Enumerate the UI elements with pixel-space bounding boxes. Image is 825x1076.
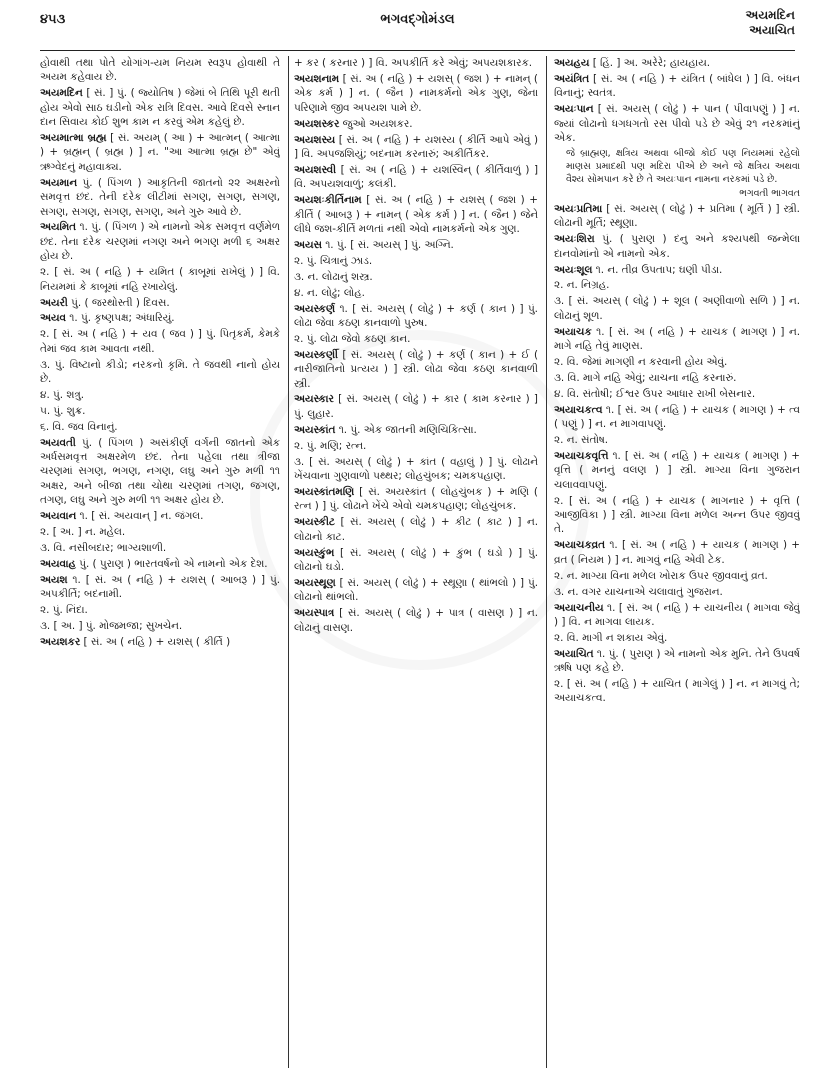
- dictionary-entry: [40, 265, 280, 294]
- dictionary-entry: [40, 131, 280, 174]
- dictionary-entry: [294, 133, 538, 162]
- dictionary-entry: [40, 311, 280, 325]
- dictionary-entry: [294, 238, 538, 252]
- entry-headword: અયઃપાન: [554, 103, 594, 116]
- dictionary-entry: [554, 232, 800, 261]
- dictionary-entry: [294, 270, 538, 284]
- dictionary-entry: [294, 72, 538, 115]
- quotation-source: [554, 187, 800, 200]
- entry-definition: ૧. ન. તીવ્ર ઉપતાપ; ઘણી પીડા.: [595, 263, 723, 276]
- dictionary-entry: [40, 86, 280, 129]
- dictionary-entry: [40, 56, 280, 85]
- dictionary-entry: [40, 573, 280, 602]
- entry-headword: અયસ્કુંભ: [294, 546, 335, 559]
- dictionary-entry: [40, 220, 280, 263]
- entry-definition: ૧. [ સં. અ ( નહિ ) + યાચનીય ( માગવા જેવું ) ] વિ. ન માગવા લાયક.: [554, 601, 800, 628]
- entry-definition: ૩. ન. લોઢાનું શસ્ત્ર.: [294, 270, 373, 283]
- entry-definition: ૪. ન. લોઢું; લોહ.: [294, 286, 365, 299]
- entry-headword: અયશઃકીર્તિનામ: [294, 194, 362, 207]
- dictionary-entry: [554, 449, 800, 492]
- entry-definition: [ સં. અયમ્ ( આ ) + આત્મન્ ( આત્મા ) + બ્રહ્મન્ ( બ્રહ્મ ) ] ન. "આ આત્મા બ્રહ્મ છે" એવું ઋગ્વેદનું મહાવાક્ય.: [40, 132, 280, 173]
- dictionary-entry: [294, 546, 538, 575]
- entry-definition: [ હિં. ] અ. અરેરે; હાયહાય.: [592, 57, 711, 69]
- entry-headword: અયસ: [294, 238, 322, 251]
- dictionary-entry: [554, 631, 800, 645]
- dictionary-entry: [40, 404, 280, 418]
- entry-definition: [ સં. અયસ્ ( લોઢું ) + સ્થૂણા ( થાંભલો ) ] પું. લોઢાનો થાંભલો.: [294, 576, 538, 604]
- entry-definition: ૨. ન. સંતોષ.: [554, 434, 609, 447]
- dictionary-entry: [554, 371, 800, 385]
- entry-definition: [ સં. અયસ્ ( લોઢું ) + કીટ ( કાટ ) ] ન. લોઢાનો કાટ.: [294, 516, 538, 543]
- entry-definition: ૧. પું. ( પિંગળ ) એ નામનો એક સમવૃત્ત વર્ણમેળ છંદ. તેના દરેક ચરણમાં નગણ અને ભગણ મળી ૬ અક્ષર હોય છે.: [40, 221, 280, 263]
- entry-headword: અયાચિત: [554, 647, 594, 660]
- dictionary-entry: [294, 606, 538, 635]
- entry-definition: જુઓ અયશકર.: [342, 117, 413, 130]
- entry-definition: પું. ( જરથોસ્તી ) દિવસ.: [71, 296, 170, 309]
- dictionary-entry: [294, 348, 538, 391]
- entry-definition: હોવાથી તથા પોતે યોગાંગ-યમ નિયમ સ્વરૂપ હોવાથી તે અયમ કહેવાય છે.: [40, 57, 280, 84]
- entry-definition: ૨. [ સં. અ ( નહિ ) + યવ ( જવ ) ] પું. પિતૃકર્મ, કેમકે તેમાં જવ કામ આવતા નથી.: [40, 328, 280, 355]
- header-rule: [40, 50, 795, 51]
- dictionary-entry: [554, 387, 800, 401]
- page-title: ભગવદ્‌ગોમંડલ: [380, 12, 455, 27]
- entry-definition: ૨. [ સં. અ ( નહિ ) + યમિત ( કાબૂમાં રાખેલું ) ] વિ. નિયમમાં કે કાબૂમાં નહિ રખાયેલું.: [40, 266, 280, 293]
- dictionary-entry: [554, 601, 800, 630]
- dictionary-entry: [40, 541, 280, 555]
- dictionary-entry: [294, 163, 538, 192]
- entry-definition: [ સં. અયસ્ ( લોઢું ) + પાત્ર ( વાસણ ) ] ન. લોઢાનું વાસણ.: [294, 607, 538, 634]
- entry-definition: ભગવતી ભાગવત: [739, 187, 800, 199]
- guide-word-bottom: અયાચિત: [749, 23, 795, 37]
- entry-headword: અયાચક: [554, 325, 592, 338]
- entry-headword: અયસ્પાત્ર: [294, 607, 335, 620]
- entry-definition: ૨. પું. નિંદા.: [40, 604, 88, 617]
- entry-definition: [ સં. ] પું. ( જ્યોતિષ ) જેમાં બે તિથિ પૂરી થતી હોય એવો સાઠ ઘડીનો એક રાત્રિ દિવસ. આવે દિવસે સ્નાન દાન સિવાય કોઈ શુભ કામ ન કરવું એમ કહેલું છે.: [40, 87, 280, 129]
- dictionary-entry: [40, 603, 280, 617]
- dictionary-entry: [294, 193, 538, 236]
- dictionary-entry: [554, 494, 800, 537]
- entry-definition: ૩. વિ. માગે નહિ એવું; યાચના નહિ કરનારું.: [554, 371, 737, 384]
- dictionary-entry: [40, 296, 280, 310]
- entry-definition: ૨. પું. ચિત્રાનું ઝાડ.: [294, 254, 373, 267]
- entry-definition: ૪. વિ. સંતોષી; ઈશ્વર ઉપર આધાર રાખી બેસનાર.: [554, 387, 756, 400]
- entry-definition: [ સં. અયસ્ ( લોઢું ) + પ્રતિમા ( મૂર્તિ ) ] સ્ત્રી. લોઢાની મૂર્તિ; સ્થૂણા.: [554, 202, 800, 230]
- entry-headword: અયસ્થૂણ: [294, 576, 336, 589]
- entry-definition: ૧. પું. [ સં. અયસ્ ] પું. અગ્નિ.: [325, 238, 454, 251]
- page-number: ૪૫૩: [40, 12, 66, 27]
- dictionary-entry: [554, 569, 800, 583]
- dictionary-entry: [294, 423, 538, 437]
- dictionary-entry: [294, 254, 538, 268]
- dictionary-entry: [554, 647, 800, 676]
- dictionary-entry: [294, 302, 538, 331]
- column-3: [554, 56, 800, 1068]
- entry-definition: પું. ( પુરાણ ) ભારતવર્ષનો એ નામનો એક દેશ.: [79, 557, 268, 570]
- entry-definition: ૨. ન. માગ્યા વિના મળેલ ખોરાક ઉપર જીવવાનું વ્રત.: [554, 569, 768, 582]
- dictionary-entry: [554, 538, 800, 567]
- entry-headword: અયશસ્વી: [294, 163, 337, 176]
- entry-definition: ૧. [ સં. અ ( નહિ ) + યાચક ( માગણ ) + ત્વ ( પણું ) ] ન. ન માગવાપણું.: [554, 403, 800, 431]
- dictionary-entry: [554, 433, 800, 447]
- dictionary-entry: [554, 56, 800, 70]
- entry-definition: [ સં. અયસ્કાંત ( લોહચુંબક ) + મણિ ( રત્ન ) ] પું. લોઢાને ખેંચે એવો ચમકપહાણ; લોહચુંબક.: [294, 485, 538, 513]
- entry-definition: પું. ( પિંગળ ) આકૃતિની જાતનો ૨૨ અક્ષરનો સમવૃત્ત છંદ. તેની દરેક લીટીમાં સગણ, સગણ, સગણ, સગણ, સગણ, સગણ, સગણ, અને ગુરુ આવે છે.: [40, 176, 280, 218]
- entry-headword: અયહય: [554, 57, 590, 69]
- entry-definition: ૨. [ સં. અ ( નહિ ) + યાચિત ( માગેલું ) ] ન. ન માગવું તે; અયાચકત્વ.: [554, 678, 800, 705]
- dictionary-entry: [40, 176, 280, 219]
- entry-definition: ૧. [ સં. અ ( નહિ ) + યાચક ( માગણ ) + વ્રત ( નિયમ ) ] ન. માગવું નહિ એવી ટેક.: [554, 539, 800, 566]
- entry-headword: અયમાન: [40, 176, 78, 189]
- dictionary-entry: [40, 388, 280, 402]
- entry-headword: અયસ્કાંતમણિ: [294, 485, 355, 498]
- dictionary-entry: [40, 327, 280, 356]
- entry-definition: ૨. [ સં. અ ( નહિ ) + યાચક ( માગનાર ) + વૃત્તિ ( આજીવિકા ) ] સ્ત્રી. માગ્યા વિના મળેલ અન્ન ઉપર જીવવું તે.: [554, 494, 800, 536]
- entry-headword: અયઃપ્રતિમા: [554, 202, 603, 215]
- entry-definition: [ સં. અયસ્ ( લોઢું ) + કાર ( કામ કરનાર ) ] પું. લુહાર.: [294, 393, 538, 420]
- dictionary-entry: [554, 294, 800, 323]
- dictionary-entry: [294, 392, 538, 421]
- dictionary-entry: [294, 332, 538, 346]
- dictionary-entry: [554, 72, 800, 101]
- entry-headword: અયવ: [40, 312, 66, 325]
- dictionary-entry: [294, 485, 538, 514]
- dictionary-entry: [40, 436, 280, 508]
- entry-definition: [ સં. અયસ્ ( લોઢું ) + પાન ( પીવાપણું ) ] ન. જ્યાં લોઢાનો ધગધગતો રસ પીવો પડે છે એવું ૨૧ નરકમાંનું એક.: [554, 103, 800, 145]
- entry-headword: અયશસ્ય: [294, 133, 336, 146]
- dictionary-entry: [294, 286, 538, 300]
- dictionary-entry: [294, 117, 538, 131]
- entry-definition: [ સં. અયસ્ ( લોઢું ) + કર્ણ ( કાન ) + ઈ ( નારીજાતિનો પ્રત્યય ) ] સ્ત્રી. લોઢા જેવા કઠણ કાનવાળી સ્ત્રી.: [294, 348, 538, 390]
- entry-definition: [ સં. અ ( નહિ ) + યશસ્ ( જશ ) + નામન્ ( એક કર્મ ) ] ન. ( જૈન ) નામકર્મનો એક ગુણ, જેના પરિણામે જીવ અપયશ પામે છે.: [294, 72, 538, 114]
- entry-headword: અયમિત: [40, 221, 77, 234]
- entry-definition: ૧. [ સં. અ ( નહિ ) + યશસ્ ( આબરૂ ) ] પું. અપકીર્તિ; બદનામી.: [40, 573, 280, 601]
- entry-definition: [ સં. અ ( નહિ ) + યશસ્ ( કીર્તિ ): [83, 635, 231, 648]
- dictionary-entry: [554, 102, 800, 145]
- entry-definition: ૨. [ અ. ] ન. મહેલ.: [40, 526, 126, 539]
- dictionary-entry: [40, 635, 280, 649]
- entry-definition: ૩. પું. વિષ્ટાનો કીડો; નરકનો કૃમિ. તે જવથી નાનો હોય છે.: [40, 358, 280, 386]
- dictionary-entry: [554, 263, 800, 277]
- dictionary-entry: [294, 576, 538, 605]
- entry-headword: અયશનામ: [294, 72, 340, 85]
- entry-definition: ૬. વિ. જવ વિનાનું.: [40, 420, 118, 433]
- columns: [40, 56, 800, 1068]
- entry-definition: ૧. પું. એક જાતની મણિચિકિત્સા.: [338, 423, 477, 436]
- entry-definition: [ સં. અયસ્ ( લોઢું ) + કુંભ ( ઘડો ) ] પું. લોઢાનો ઘડો.: [294, 546, 538, 573]
- entry-definition: ૫. પું. શુક્ર.: [40, 404, 86, 417]
- entry-definition: ૨. પું. મણિ; રત્ન.: [294, 439, 367, 452]
- guide-word-top: અયમદિન: [745, 8, 795, 22]
- entry-headword: અયસ્કર્ણી: [294, 348, 338, 361]
- dictionary-entry: [294, 455, 538, 484]
- entry-headword: અયવાહ: [40, 557, 76, 570]
- dictionary-entry: [554, 677, 800, 706]
- entry-headword: અયસ્કાંત: [294, 423, 336, 436]
- dictionary-entry: [40, 619, 280, 633]
- entry-definition: ૧. [ સં. અયવાન્ ] ન. જંગલ.: [79, 510, 204, 523]
- quotation-note: [566, 147, 800, 186]
- entry-definition: [ સં. અ ( નહિ ) + યશસ્વિન્ ( કીર્તિવાળું ) ] વિ. અપયશવાળું; કલંકી.: [294, 163, 538, 191]
- entry-definition: ૩. વિ. નસીબદાર; ભાગ્યશાળી.: [40, 542, 167, 554]
- entry-headword: અયાચનીય: [554, 601, 604, 614]
- entry-definition: ૧. [ સં. અ ( નહિ ) + યાચક ( માગણ ) ] ન. માગે નહિ તેવું માણસ.: [554, 325, 800, 353]
- entry-headword: અયમાત્મા બ્રહ્મ: [40, 132, 107, 145]
- dictionary-entry: [294, 439, 538, 453]
- dictionary-entry: [40, 420, 280, 434]
- column-2: [294, 56, 538, 1068]
- entry-definition: [ સં. અ ( નહિ ) + યશસ્ય ( કીર્તિ આપે એવું ) ] વિ. અપજશિયું; બદનામ કરનારું; અકીર્તિકર.: [294, 133, 538, 160]
- dictionary-entry: [294, 56, 538, 70]
- entry-headword: અયંત્રિત: [554, 72, 590, 85]
- entry-definition: + કર ( કરનાર ) ] વિ. અપકીર્તિ કરે એવું; અપયશકારક.: [294, 57, 533, 69]
- entry-definition: [ સં. અ ( નહિ ) + યશસ્ ( જશ ) + કીર્તિ ( આબરૂ ) + નામન્ ( એક કર્મ ) ] ન. ( જૈન ) જેને લીધે જશ-કીર્તિ મળતાં નથી એવો નામકર્મનો એક ગુણ.: [294, 194, 538, 235]
- entry-definition: ૨. વિ. જેમાં માગણી ન કરવાની હોય એવું.: [554, 356, 728, 368]
- entry-headword: અયશકર: [40, 635, 81, 648]
- entry-definition: ૧. પું. ( પુરાણ ) એ નામનો એક મુનિ. તેને ઉપવર્ષ ઋષિ પણ કહે છે.: [554, 647, 800, 675]
- entry-definition: ૩. ન. વગર યાચનાએ ચલાવાતું ગુજરાન.: [554, 585, 723, 598]
- entry-definition: ૩. [ અ. ] પું. મોજમજા; સુખચેન.: [40, 620, 183, 633]
- entry-headword: અયસ્કીટ: [294, 516, 335, 529]
- entry-headword: અયશ: [40, 573, 68, 586]
- dictionary-entry: [554, 403, 800, 432]
- dictionary-entry: [554, 585, 800, 599]
- entry-headword: અયઃશિરા: [554, 233, 595, 246]
- dictionary-entry: [554, 325, 800, 354]
- entry-definition: ૧. [ સં. અયસ્ ( લોઢું ) + કર્ણ ( કાન ) ] પું. લોઢા જેવા કઠણ કાનવાળો પુરુષ.: [294, 302, 538, 329]
- dictionary-entry: [40, 557, 280, 571]
- dictionary-entry: [294, 515, 538, 544]
- entry-headword: અયવતી: [40, 436, 76, 449]
- entry-definition: ૨. પું. લોઢા જેવો કઠણ કાન.: [294, 332, 411, 345]
- dictionary-entry: [554, 278, 800, 292]
- entry-headword: અયવાન: [40, 510, 77, 523]
- entry-headword: અયઃશૂલ: [554, 263, 593, 276]
- entry-definition: [ સં. અ ( નહિ ) + યંત્રિત ( બાંધેલ ) ] વિ. બંધન વિનાનું; સ્વતંત્ર.: [554, 72, 800, 100]
- dictionary-entry: [554, 355, 800, 369]
- entry-definition: પું. ( પુરાણ ) દનુ અને કશ્યપથી જન્મેલા દાનવોમાંનો એ નામનો એક.: [554, 233, 800, 260]
- dictionary-entry: [40, 525, 280, 539]
- entry-definition: ૩. [ સં. અયસ્ ( લોઢું ) + શૂલ ( અણીવાળો સળિ ) ] ન. લોઢાનું શૂળ.: [554, 295, 800, 322]
- entry-headword: અયસ્કર્ણ: [294, 302, 336, 315]
- entry-definition: ૪. પું. શત્રુ.: [40, 388, 85, 401]
- entry-headword: અયાચકત્વ: [554, 403, 603, 416]
- guide-words: [746, 8, 795, 38]
- dictionary-entry: [554, 202, 800, 231]
- dictionary-entry: [40, 358, 280, 387]
- entry-definition: ૧. પું. કૃષ્ણપક્ષ; અંધારિયું.: [69, 312, 175, 325]
- entry-definition: ૨. વિ. માગી ન શકાય એવું.: [554, 631, 668, 644]
- entry-headword: અયરી: [40, 296, 68, 309]
- column-1: [40, 56, 280, 1068]
- entry-headword: અયાચકવ્રત: [554, 539, 606, 552]
- entry-definition: ૨. ન. નિગ્રહ.: [554, 279, 610, 292]
- entry-definition: ૩. [ સં. અયસ્ ( લોઢું ) + કાંત ( વહાલું ) ] પું. લોઢાને ખેંચવાના ગુણવાળો પથ્થર; લોહચુંબક; ચમકપહાણ.: [294, 455, 538, 482]
- entry-headword: અયાચકવૃત્તિ: [554, 449, 609, 462]
- page-header: [40, 6, 795, 52]
- dictionary-entry: [40, 509, 280, 523]
- entry-headword: અયમદિન: [40, 87, 83, 100]
- entry-definition: પું. ( પિંગળ ) અસંકીર્ણ વર્ગની જાતનો એક અર્ધસમવૃત્ત અક્ષરમેળ છંદ. તેના પહેલા તથા ત્રીજા ચરણમાં સગણ, ભગણ, નગણ, લઘુ અને ગુરુ મળી ૧૧ અક્ષર, અને બીજા તથા ચોથા ચરણમાં તગણ, જગણ, તગણ, લઘુ અને ગુરુ મળી ૧૧ અક્ષર હોય છે.: [40, 436, 280, 507]
- entry-definition: ૧. [ સં. અ ( નહિ ) + યાચક ( માગણ ) + વૃત્તિ ( મનનું વલણ ) ] સ્ત્રી. માગ્યા વિના ગુજરાન ચલાવવાપણું.: [554, 449, 800, 491]
- entry-headword: અયસ્કાર: [294, 393, 334, 406]
- entry-headword: અયશસ્કર: [294, 117, 340, 130]
- entry-definition: જે બ્રાહ્મણ, ક્ષત્રિય અથવા બીજો કોઈ પણ નિયમમાં રહેલો માણસ પ્રમાદથી પણ મદિરા પીએ છે અને જે ક્ષત્રિય અથવા વૈશ્ય સોમપાન કરે છે તે અયઃપાન નામના નરકમાં પડે છે.: [566, 147, 800, 185]
